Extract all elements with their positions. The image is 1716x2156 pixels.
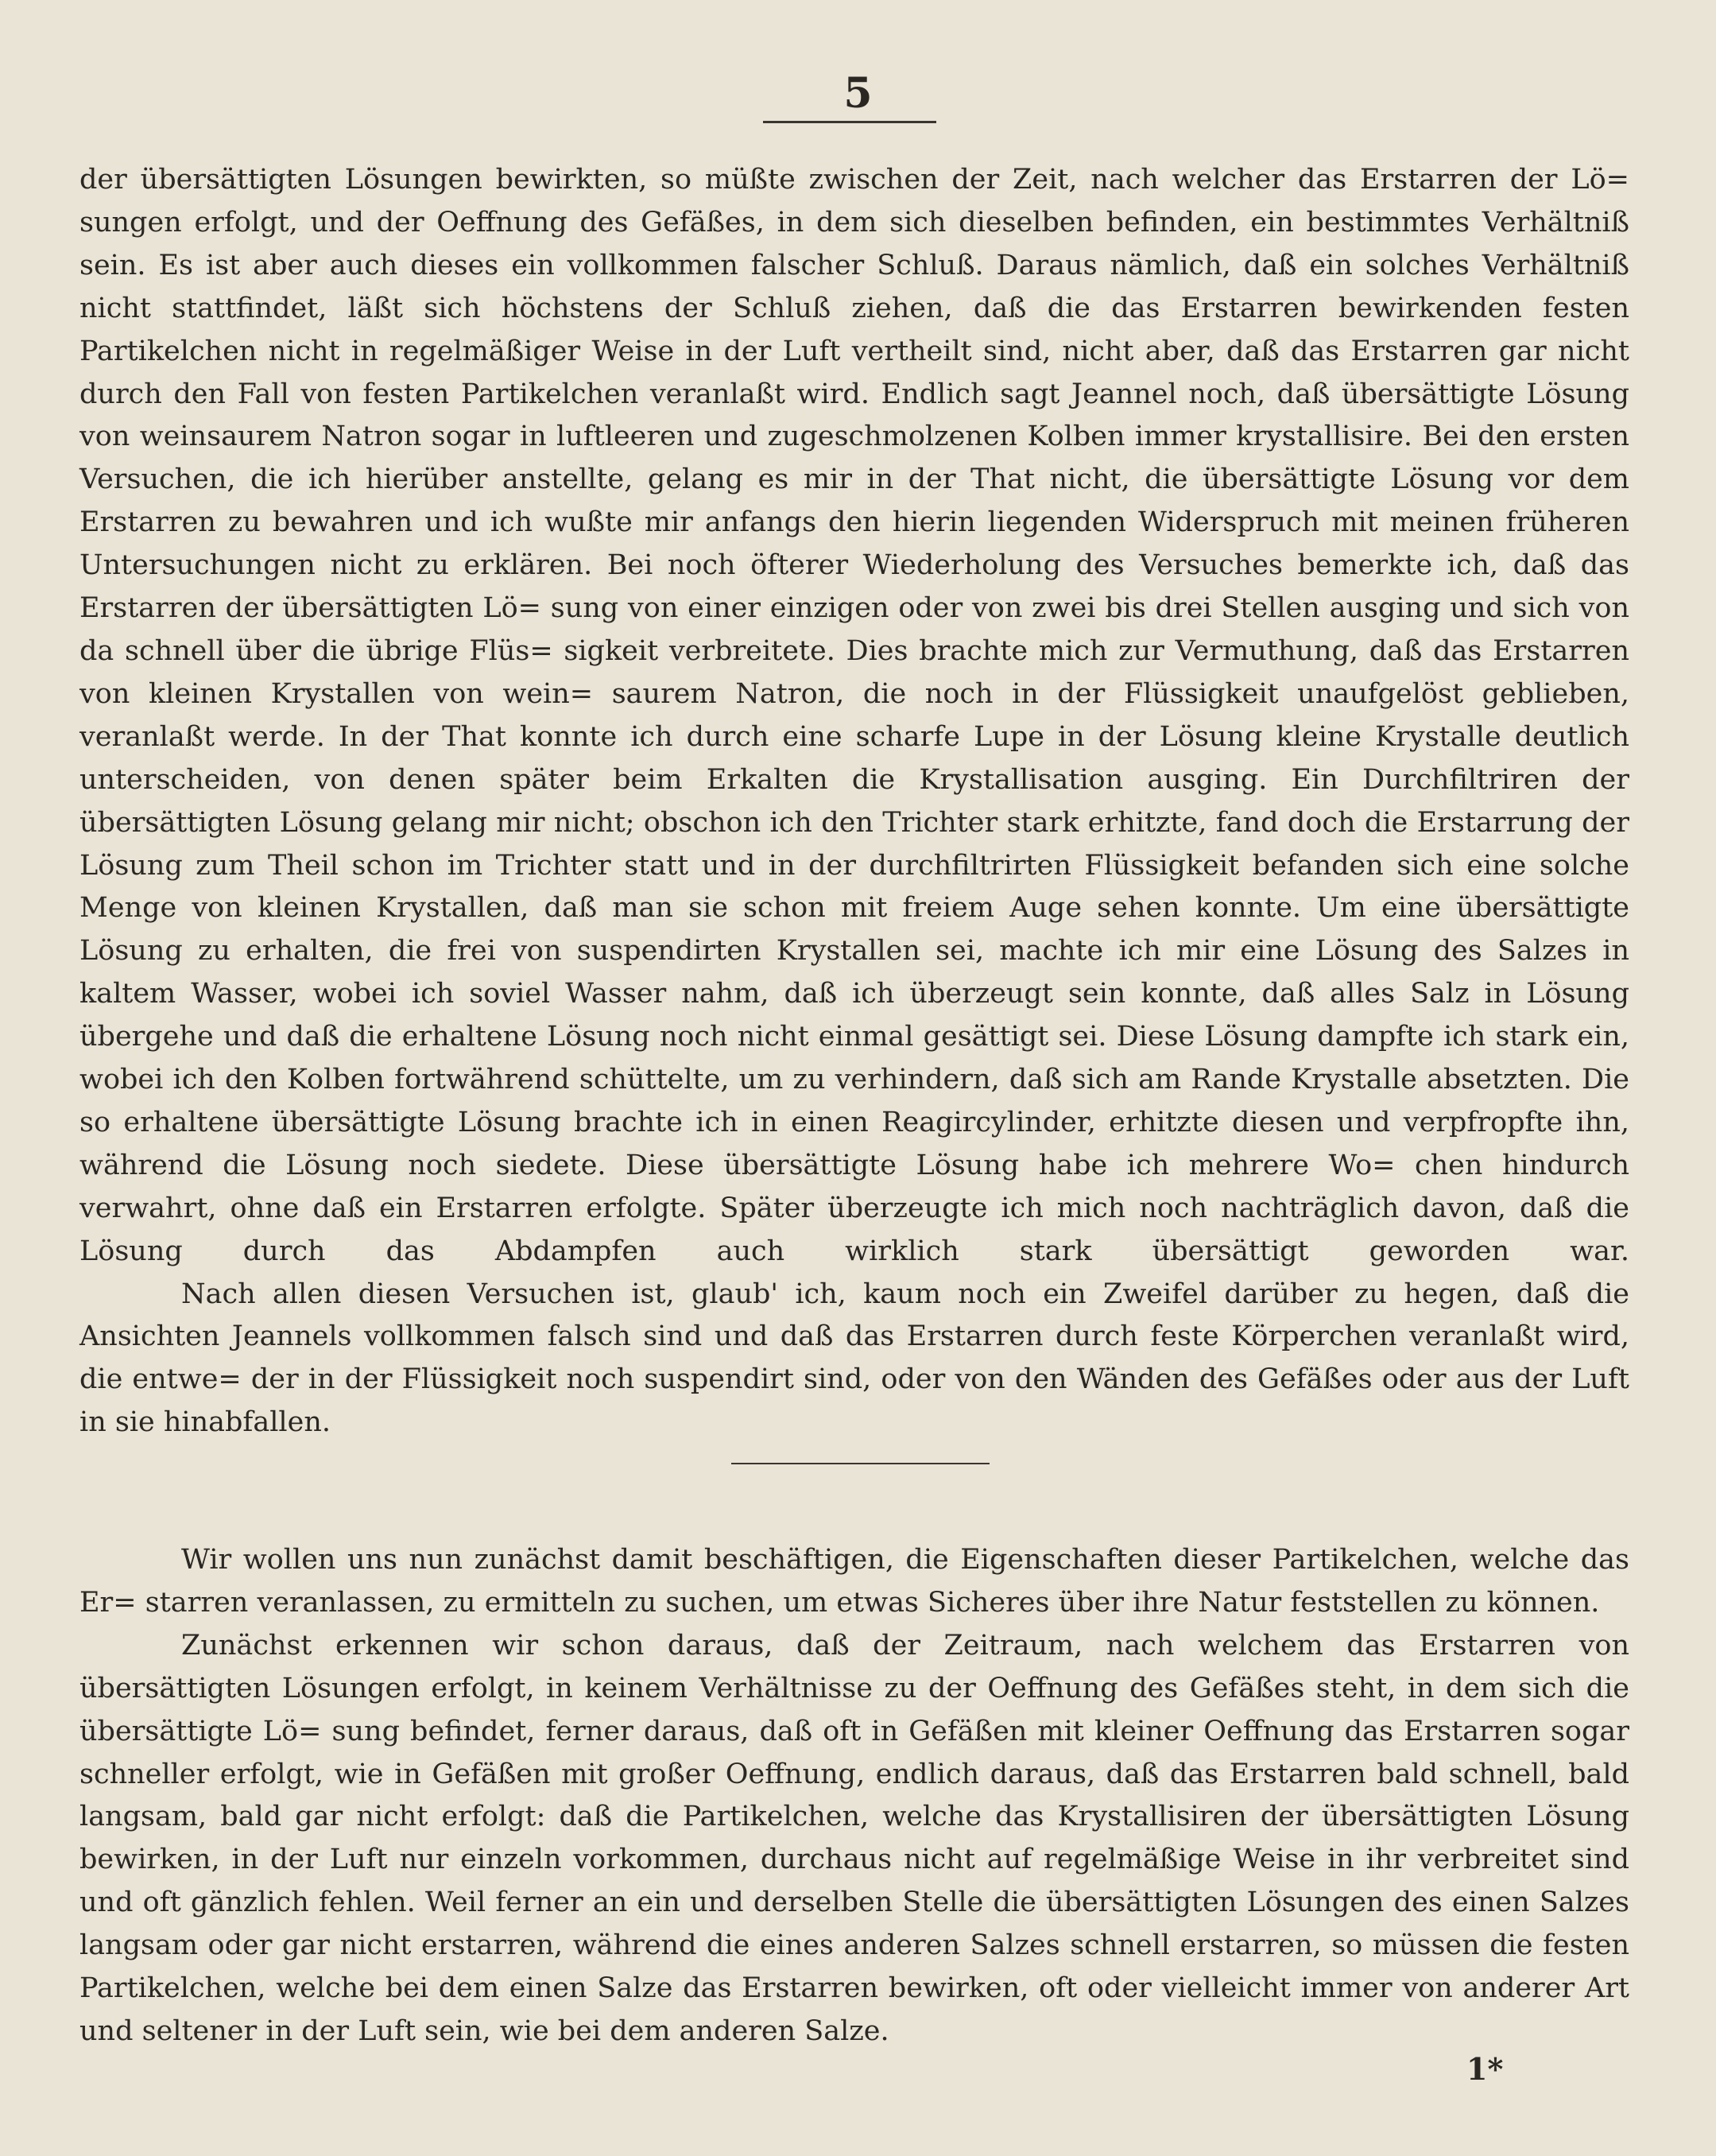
signature-mark: 1* [1466, 2051, 1504, 2087]
page-header [0, 69, 1716, 118]
paragraph-2: Nach allen diesen Versuchen ist, glaub' ich, kaum noch ein Zweifel darüber zu hegen, daß die Ansichten Jeannels vollkommen falsch sind und daß das Erstarren durch feste Körperchen veranlaßt wird, die entwe= der in der Flüssigkeit noch suspendirt sind, oder von den Wänden des Gefäßes oder aus der Luft in sie hinabfallen. [79, 1278, 1629, 1439]
section-divider [731, 1463, 990, 1464]
text-block-2 [79, 1539, 1629, 2053]
paragraph-3: Wir wollen uns nun zunächst damit beschäftigen, die Eigenschaften dieser Partikelchen, welche das Er= starren veranlassen, zu ermitteln zu suchen, um etwas Sicheres über ihre Natur feststellen zu können. [79, 1544, 1629, 1619]
text-block-1 [79, 159, 1629, 1444]
paragraph-4: Zunächst erkennen wir schon daraus, daß der Zeitraum, nach welchem das Erstarren von übersättigten Lösungen erfolgt, in keinem Verhältnisse zu der Oeffnung des Gefäßes steht, in dem sich die übersättigte Lö= sung befindet, ferner daraus, daß oft in Gefäßen mit kleiner Oeffnung das Erstarren sogar schneller erfolgt, wie in Gefäßen mit großer Oeffnung, endlich daraus, daß das Erstarren bald schnell, bald langsam, bald gar nicht erfolgt: daß die Partikelchen, welche das Krystallisiren der übersättigten Lösung bewirken, in der Luft nur einzeln vorkommen, durchaus nicht auf regelmäßige Weise in ihr verbreitet sind und oft gänzlich fehlen. Weil ferner an ein und derselben Stelle die übersättigten Lösungen des einen Salzes langsam oder gar nicht erstarren, während die eines anderen Salzes schnell erstarren, so müssen die festen Partikelchen, welche bei dem einen Salze das Erstarren bewirken, oft oder vielleicht immer von anderer Art und seltener in der Luft sein, wie bei dem anderen Salze. [79, 1629, 1629, 2047]
header-rule [763, 121, 936, 123]
page-number: 5 [843, 69, 873, 118]
paragraph-1: der übersättigten Lösungen bewirkten, so müßte zwischen der Zeit, nach welcher das Erstarren der Lö= sungen erfolgt, und der Oeffnung des Gefäßes, in dem sich dieselben befinden, ein bestimmtes Verhältniß sein. Es ist aber auch dieses ein vollkommen falscher Schluß. Daraus nämlich, daß ein solches Verhältniß nicht stattfindet, läßt sich höchstens der Schluß ziehen, daß die das Erstarren bewirkenden festen Partikelchen nicht in regelmäßiger Weise in der Luft vertheilt sind, nicht aber, daß das Erstarren gar nicht durch den Fall von festen Partikelchen veranlaßt wird. Endlich sagt Jeannel noch, daß übersättigte Lösung von weinsaurem Natron sogar in luftleeren und zugeschmolzenen Kolben immer krystallisire. Bei den ersten Versuchen, die ich hierüber anstellte, gelang es mir in der That nicht, die übersättigte Lösung vor dem Erstarren zu bewahren und ich wußte mir anfangs den hierin liegenden Widerspruch mit meinen früheren Untersuchungen nicht zu erklären. Bei noch öfterer Wiederholung des Versuches bemerkte ich, daß das Erstarren der übersättigten Lö= sung von einer einzigen oder von zwei bis drei Stellen ausging und sich von da schnell über die übrige Flüs= sigkeit verbreitete. Dies brachte mich zur Vermuthung, daß das Erstarren von kleinen Krystallen von wein= saurem Natron, die noch in der Flüssigkeit unaufgelöst geblieben, veranlaßt werde. In der That konnte ich durch eine scharfe Lupe in der Lösung kleine Krystalle deutlich unterscheiden, von denen später beim Erkalten die Krystallisation ausging. Ein Durchfiltriren der übersättigten Lösung gelang mir nicht; obschon ich den Trichter stark erhitzte, fand doch die Erstarrung der Lösung zum Theil schon im Trichter statt und in der durchfiltrirten Flüssigkeit befanden sich eine solche Menge von kleinen Krystallen, daß man sie schon mit freiem Auge sehen konnte. Um eine übersättigte Lösung zu erhalten, die frei von suspendirten Krystallen sei, machte ich mir eine Lösung des Salzes in kaltem Wasser, wobei ich soviel Wasser nahm, daß ich überzeugt sein konnte, daß alles Salz in Lösung übergehe und daß die erhaltene Lösung noch nicht einmal gesättigt sei. Diese Lösung dampfte ich stark ein, wobei ich den Kolben fortwährend schüttelte, um zu verhindern, daß sich am Rande Krystalle absetzten. Die so erhaltene übersättigte Lösung brachte ich in einen Reagircylinder, erhitzte diesen und verpfropfte ihn, während die Lösung noch siedete. Diese übersättigte Lösung habe ich mehrere Wo= chen hindurch verwahrt, ohne daß ein Erstarren erfolgte. Später überzeugte ich mich noch nachträglich davon, daß die Lösung durch das Abdampfen auch wirklich stark übersättigt geworden war. [79, 164, 1629, 1267]
